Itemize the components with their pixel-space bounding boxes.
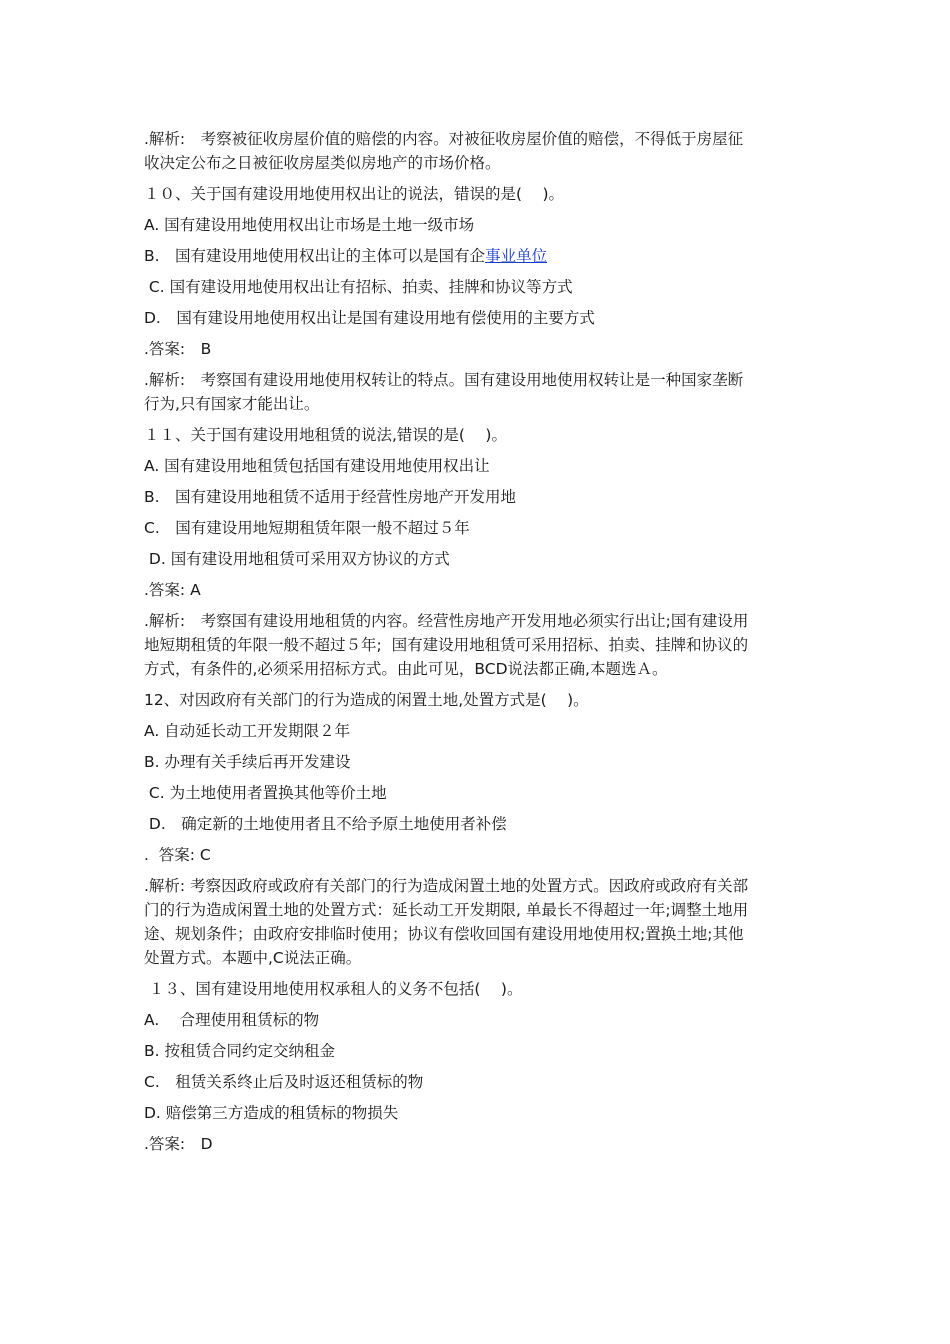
option-line: A. 国有建设用地使用权出让市场是土地一级市场 bbox=[144, 216, 475, 234]
option bbox=[144, 1008, 804, 1032]
option bbox=[144, 1070, 804, 1094]
analysis bbox=[144, 609, 804, 681]
question bbox=[144, 688, 804, 712]
option-line: C. 租赁关系终止后及时返还租赁标的物 bbox=[144, 1073, 424, 1091]
analysis-line: .解析: 考察国有建设用地使用权转让的特点。国有建设用地使用权转让是一种国家垄断 bbox=[144, 371, 744, 389]
option bbox=[144, 812, 804, 836]
option bbox=[144, 719, 804, 743]
analysis-line: 处置方式。本题中,C说法正确。 bbox=[144, 949, 362, 967]
question-line: １１、关于国有建设用地租赁的说法,错误的是( )。 bbox=[144, 426, 507, 444]
question-line: 12、对因政府有关部门的行为造成的闲置土地,处置方式是( )。 bbox=[144, 691, 589, 709]
answer bbox=[144, 337, 804, 361]
option-line: B. 国有建设用地租赁不适用于经营性房地产开发用地 bbox=[144, 488, 517, 506]
question-line: １０、关于国有建设用地使用权出让的说法，错误的是( )。 bbox=[144, 185, 565, 203]
option bbox=[144, 516, 804, 540]
option-line: C. 国有建设用地短期租赁年限一般不超过５年 bbox=[144, 519, 470, 537]
question bbox=[144, 182, 804, 206]
option-line: A. 自动延长动工开发期限２年 bbox=[144, 722, 351, 740]
option bbox=[144, 1101, 804, 1125]
analysis bbox=[144, 874, 804, 970]
question bbox=[144, 423, 804, 447]
option-line: B. 办理有关手续后再开发建设 bbox=[144, 753, 351, 771]
option-line: B. 按租赁合同约定交纳租金 bbox=[144, 1042, 335, 1060]
document-page bbox=[144, 127, 804, 1163]
analysis-line: 收决定公布之日被征收房屋类似房地产的市场价格。 bbox=[144, 154, 501, 172]
analysis-line: 行为,只有国家才能出让。 bbox=[144, 395, 320, 413]
question-line: １３、国有建设用地使用权承租人的义务不包括( )。 bbox=[144, 980, 523, 998]
option bbox=[144, 781, 804, 805]
option bbox=[144, 213, 804, 237]
option bbox=[144, 1039, 804, 1063]
analysis-line: .解析: 考察因政府或政府有关部门的行为造成闲置土地的处置方式。因政府或政府有关部 bbox=[144, 877, 749, 895]
question bbox=[144, 977, 804, 1001]
answer bbox=[144, 578, 804, 602]
option-line: D. 赔偿第三方造成的租赁标的物损失 bbox=[144, 1104, 399, 1122]
option-line: D. 确定新的土地使用者且不给予原土地使用者补偿 bbox=[144, 815, 507, 833]
answer-line: .答案: D bbox=[144, 1135, 213, 1153]
option bbox=[144, 485, 804, 509]
option bbox=[144, 750, 804, 774]
analysis-line: 地短期租赁的年限一般不超过５年; 国有建设用地租赁可采用招标、拍卖、挂牌和协议的 bbox=[144, 636, 749, 654]
analysis-line: .解析: 考察被征收房屋价值的赔偿的内容。对被征收房屋价值的赔偿，不得低于房屋征 bbox=[144, 130, 744, 148]
option-line: C. 国有建设用地使用权出让有招标、拍卖、挂牌和协议等方式 bbox=[144, 278, 573, 296]
option bbox=[144, 306, 804, 330]
analysis-line: 方式，有条件的,必须采用招标方式。由此可见，BCD说法都正确,本题选Ａ。 bbox=[144, 660, 668, 678]
option bbox=[144, 547, 804, 571]
answer-line: .答案: A bbox=[144, 581, 201, 599]
answer-line: .答案: B bbox=[144, 340, 212, 358]
option bbox=[144, 454, 804, 478]
analysis-line: 途、规划条件；由政府安排临时使用；协议有偿收回国有建设用地使用权;置换土地;其他 bbox=[144, 925, 744, 943]
option bbox=[144, 275, 804, 299]
analysis-line: .解析: 考察国有建设用地租赁的内容。经营性房地产开发用地必须实行出让;国有建设用 bbox=[144, 612, 749, 630]
option-line: A. 国有建设用地租赁包括国有建设用地使用权出让 bbox=[144, 457, 490, 475]
option-line: C. 为土地使用者置换其他等价土地 bbox=[144, 784, 387, 802]
answer-line: . 答案: C bbox=[144, 846, 211, 864]
option-text: B. 国有建设用地使用权出让的主体可以是国有企 bbox=[144, 247, 486, 265]
hyperlink[interactable]: 事业单位 bbox=[485, 247, 548, 265]
option-line: D. 国有建设用地租赁可采用双方协议的方式 bbox=[144, 550, 450, 568]
answer bbox=[144, 1132, 804, 1156]
answer bbox=[144, 843, 804, 867]
option bbox=[144, 244, 804, 268]
analysis bbox=[144, 368, 804, 416]
analysis-line: 门的行为造成闲置土地的处置方式：延长动工开发期限, 单最长不得超过一年;调整土地用 bbox=[144, 901, 749, 919]
option-line: A. 合理使用租赁标的物 bbox=[144, 1011, 320, 1029]
option-line: D. 国有建设用地使用权出让是国有建设用地有偿使用的主要方式 bbox=[144, 309, 595, 327]
analysis bbox=[144, 127, 804, 175]
